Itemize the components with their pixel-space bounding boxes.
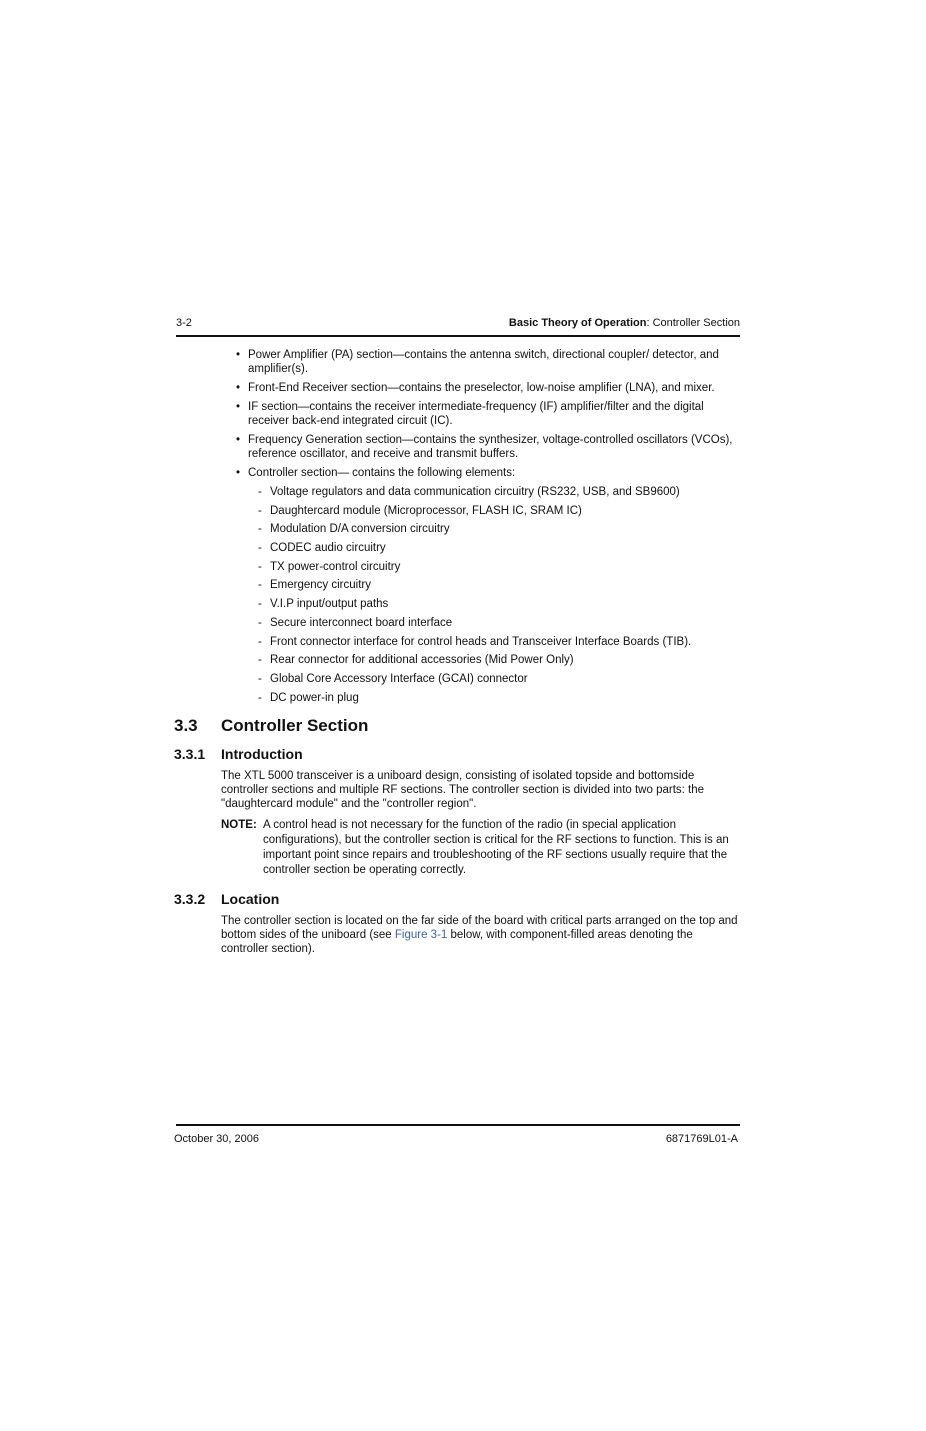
location-heading: 3.3.2 Location xyxy=(174,891,280,907)
bullet-item: • IF section—contains the receiver intermediate-frequency (IF) amplifier/filter and the digital receiver back-end integrated circuit (IC). xyxy=(236,401,704,427)
sub-item: - DC power-in plug xyxy=(258,691,359,704)
sub-item: - Front connector interface for control heads and Transceiver Interface Boards (TIB). xyxy=(258,635,692,648)
sub-item: - TX power-control circuitry xyxy=(258,560,401,573)
sub-item: - Rear connector for additional accessories (Mid Power Only) xyxy=(258,654,574,667)
running-header xyxy=(509,317,740,329)
running-header-rest: : Controller Section xyxy=(646,317,740,329)
running-header-bold: Basic Theory of Operation xyxy=(508,317,647,329)
bullet-item: • Controller section— contains the following elements: - Voltage regulators and data communication circuitry (RS232, USB, and SB9600) - Daughtercard module (Microprocessor, FLASH IC, SRAM IC) - Modulation D/A conversion circuitry - CODEC audio circuitry - TX power-control circuitry - Emergency circuitry - V.I.P input/output paths - Secure interconnect board interface - Front connector interface for control heads and Transceiver Interface Boards (TIB). - Rear connector for additional accessories (Mid Power Only) - Global Core Accessory Interface (GCAI) connector - DC power-in plug xyxy=(236,466,740,705)
sub-item: - Daughtercard module (Microprocessor, FLASH IC, SRAM IC) xyxy=(258,504,582,517)
bullet-item: • Power Amplifier (PA) section—contains the antenna switch, directional coupler/ detector, and amplifier(s). xyxy=(236,349,719,375)
sub-item: - V.I.P input/output paths xyxy=(258,598,389,611)
section-heading: 3.3 Controller Section xyxy=(174,716,369,735)
intro-paragraph: The XTL 5000 transceiver is a uniboard design, consisting of isolated topside and bottomside controller sections and multiple RF sections. The controller section is divided into two parts: the "daughtercard module" and the "controller region". xyxy=(221,770,705,810)
location-paragraph: The controller section is located on the far side of the board with critical parts arranged on the top and bottom sides of the uniboard (see Figure 3-1 below, with component-filled areas denoting the controller section). xyxy=(221,915,738,955)
header-rule xyxy=(176,335,740,337)
footer-rule xyxy=(176,1124,740,1126)
bullet-item: • Front-End Receiver section—contains the preselector, low-noise amplifier (LNA), and mixer. xyxy=(236,382,715,394)
footer-date: October 30, 2006 xyxy=(174,1133,260,1145)
page-number: 3-2 xyxy=(176,317,192,329)
note-label: NOTE: xyxy=(221,819,257,831)
intro-heading: 3.3.1 Introduction xyxy=(174,746,303,762)
sections-bullet-list xyxy=(236,348,740,710)
sub-item: - Secure interconnect board interface xyxy=(258,616,453,629)
sub-item: - Emergency circuitry xyxy=(258,579,371,592)
sub-item: - CODEC audio circuitry xyxy=(258,542,386,555)
figure-link[interactable]: Figure 3-1 xyxy=(394,929,448,941)
note-text: A control head is not necessary for the function of the radio (in special application configurations), but the controller section is critical for the RF sections to function. This is an important point since repairs and troubleshooting of the RF sections usually require that the controller section be operating correctly. xyxy=(263,819,729,876)
bullet-item: • Frequency Generation section—contains the synthesizer, voltage-controlled oscillators (VCOs), reference oscillator, and receive and transmit buffers. xyxy=(236,434,733,460)
sub-item: - Global Core Accessory Interface (GCAI) connector xyxy=(258,672,528,685)
footer-doc-number: 6871769L01-A xyxy=(665,1133,738,1145)
note-block xyxy=(221,818,741,878)
controller-elements-list xyxy=(258,485,740,705)
sub-item: - Modulation D/A conversion circuitry xyxy=(258,523,450,536)
sub-item: - Voltage regulators and data communication circuitry (RS232, USB, and SB9600) xyxy=(258,486,680,498)
